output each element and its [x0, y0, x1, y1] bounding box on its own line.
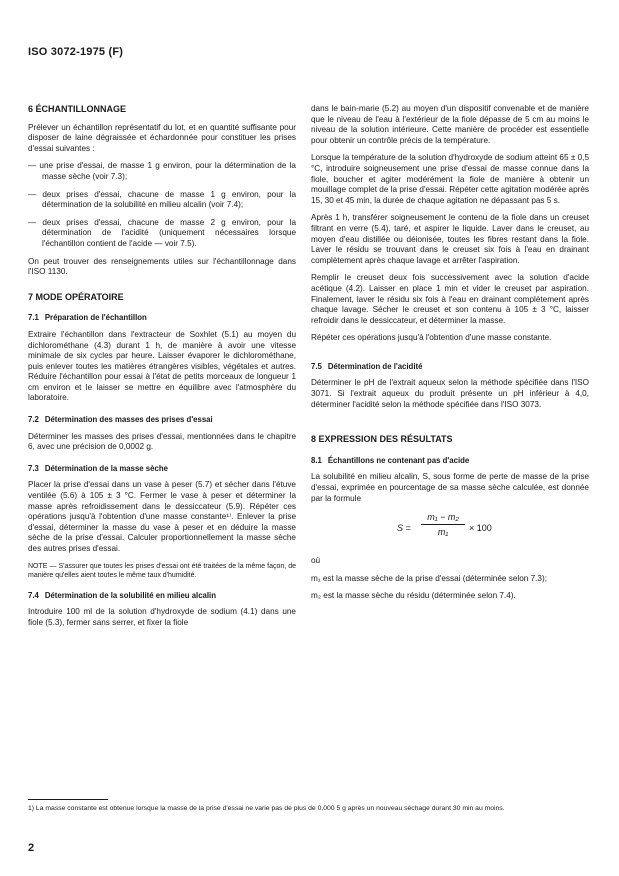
right-column	[311, 104, 589, 609]
subsection-7-2-text: Déterminer les masses des prises d'essai, mentionnées dans le chapitre 6, avec une précision de 0,0002 g.	[28, 431, 296, 452]
subsection-7-3-heading	[28, 464, 296, 475]
section-6-reference: On peut trouver des renseignements utiles sur l'échantillonnage dans l'ISO 1130.	[28, 256, 296, 277]
document-header: ISO 3072-1975 (F)	[28, 46, 124, 58]
subsection-7-4-heading	[28, 591, 296, 602]
paragraph: Remplir le creuset deux fois successivement avec la solution d'acide acétique (4.2). Laisser en place 1 min et vider le creuset par aspiration. Finalement, laver le résidu six fois à l'eau en drainant complètement après chaque lavage. Sécher le creuset et son contenu à 105 ± 3 °C, laisser refroidir dans le dessiccateur, et déterminer la masse.	[311, 273, 589, 325]
paragraph: Lorsque la température de la solution d'hydroxyde de sodium atteint 65 ± 0,5 °C, introduire soigneusement une prise d'essai de masse connue dans la fiole, boucher et agiter modérément la fiole de manière à obtenir un mouillage complet de la prise d'essai. Répéter cette agitation modérée après 15, 30 et 45 min, la durée de chaque agitation ne dépassant pas 5 s.	[311, 153, 589, 205]
subsection-number: 7.5	[311, 361, 322, 371]
section-6-intro: Prélever un échantillon représentatif du lot, et en quantité suffisante pour disposer de laine dégraissée et échardonnée pour constituer les prises d'essai suivantes :	[28, 122, 296, 153]
list-item: — une prise d'essai, de masse 1 g environ, pour la détermination de la masse sèche (voir 7.3);	[28, 161, 296, 181]
subsection-7-2-heading	[28, 415, 296, 426]
subsection-title: Détermination de la solubilité en milieu alcalin	[44, 590, 216, 600]
subsection-title: Détermination des masses des prises d'essai	[44, 415, 213, 425]
paragraph: Répéter ces opérations jusqu'à l'obtention d'une masse constante.	[311, 333, 552, 343]
subsection-title: Préparation de l'échantillon	[44, 313, 147, 323]
formula-fraction	[421, 512, 465, 537]
subsection-number: 7.2	[28, 415, 39, 425]
paragraph: dans le bain-marie (5.2) au moyen d'un dispositif convenable et de manière que le niveau de l'eau à l'extérieur de la fiole dépasse de 5 cm au moins le niveau de la solution intérieure. Cette manière de procéder est essentielle pour obtenir un contrôle précis de la température.	[311, 104, 589, 145]
list-item: — deux prises d'essai, chacune de masse 2 g environ, pour la détermination de l'acidité (uniquement nécessaires lorsque l'échantillon contient de l'acide — voir 7.5).	[28, 217, 296, 248]
formula-rhs: × 100	[469, 523, 492, 534]
subsection-title: Détermination de la masse sèche	[44, 463, 168, 473]
solubility-formula	[311, 512, 589, 546]
subsection-title: Échantillons ne contenant pas d'acide	[327, 455, 470, 465]
subsection-8-1-text: La solubilité en milieu alcalin, S, sous forme de perte de masse de la prise d'essai, exprimée en pourcentage de sa masse sèche calculée, est donnée par la formule	[311, 472, 589, 503]
subsection-7-5-heading	[311, 362, 589, 373]
subsection-7-1-text: Extraire l'échantillon dans l'extracteur de Soxhlet (5.1) au moyen du dichlorométhane (4.3) durant 1 h, de manière à avoir une vitesse minimale de six cycles par heure. Laisser évaporer le dichlorométhane, puis enlever toutes les matières étrangères visibles, végétales et autres. Réduire l'échantillon pour essai à l'état de petits morceaux de longueur 1 cm environ et le laisser se mettre en équilibre avec l'atmosphère du laboratoire.	[28, 329, 296, 403]
subsection-number: 7.1	[28, 313, 39, 323]
section-7-title: 7 MODE OPÉRATOIRE	[28, 291, 124, 302]
formula-denominator: m₁	[437, 526, 449, 537]
subsection-8-1-heading	[311, 456, 589, 467]
section-6-title: 6 ÉCHANTILLONNAGE	[28, 104, 127, 114]
subsection-number: 7.4	[28, 590, 39, 600]
page-number: 2	[28, 842, 35, 854]
subsection-title: Détermination de l'acidité	[327, 361, 423, 371]
definition-m1: m₁ est la masse sèche de la prise d'essai (déterminée selon 7.3);	[311, 573, 547, 583]
where-label: où	[311, 556, 321, 566]
note: NOTE — S'assurer que toutes les prises d'essai ont été traitées de la même façon, de manière qu'elles aient toutes le même taux d'humidité.	[28, 562, 296, 579]
subsection-number: 7.3	[28, 463, 39, 473]
subsection-7-1-heading	[28, 313, 296, 324]
footnote-divider	[28, 799, 108, 800]
subsection-7-5-text: Déterminer le pH de l'extrait aqueux selon la méthode spécifiée dans l'ISO 3071. Si l'extrait aqueux du produit présente un pH inférieur à 4,0, déterminer l'acidité selon la méthode spécifiée dans l'ISO 3073.	[311, 378, 589, 409]
left-column	[28, 104, 296, 635]
subsection-number: 8.1	[311, 455, 322, 465]
definition-m2: m₂ est la masse sèche du résidu (déterminée selon 7.4).	[311, 591, 516, 601]
subsection-7-3-text: Placer la prise d'essai dans un vase à peser (5.7) et sécher dans l'étuve ventilée (5.6) à 105 ± 3 °C. Fermer le vase à peser et déterminer la masse après refroidissement dans le dessiccateur (5.9). Répéter ces opérations jusqu'à l'obtention d'une masse constante¹⁾. Enlever la prise d'essai, déterminer la masse du vase à peser et en déduire la masse sèche de la prise d'essai. Calculer proportionnellement la masse sèche des autres prises d'essai.	[28, 480, 296, 553]
section-8-title: 8 EXPRESSION DES RÉSULTATS	[311, 434, 453, 445]
formula-lhs: S =	[397, 523, 411, 534]
paragraph: Après 1 h, transférer soigneusement le contenu de la fiole dans un creuset filtrant en verre (5.4), taré, et aspirer le liquide. Laver dans le creuset, au moyen d'eau distillée ou déionisée, toutes les fibres restant dans la fiole. Laver le résidu se trouvant dans le creuset six fois à l'eau en drainant complètement après chaque lavage et arrêter l'aspiration.	[311, 213, 589, 265]
formula-numerator: m₁ − m₂	[421, 512, 465, 525]
footnote: 1) La masse constante est obtenue lorsque la masse de la prise d'essai ne varie pas de plus de 0,000 5 g après un nouveau séchage durant 30 min au moins.	[28, 805, 505, 812]
list-item: — deux prises d'essai, chacune de masse 1 g environ, pour la détermination de la solubilité en milieu alcalin (voir 7.4);	[28, 189, 296, 210]
subsection-7-4-text: Introduire 100 ml de la solution d'hydroxyde de sodium (4.1) dans une fiole (5.3), fermer sans serrer, et fixer la fiole	[28, 607, 296, 627]
